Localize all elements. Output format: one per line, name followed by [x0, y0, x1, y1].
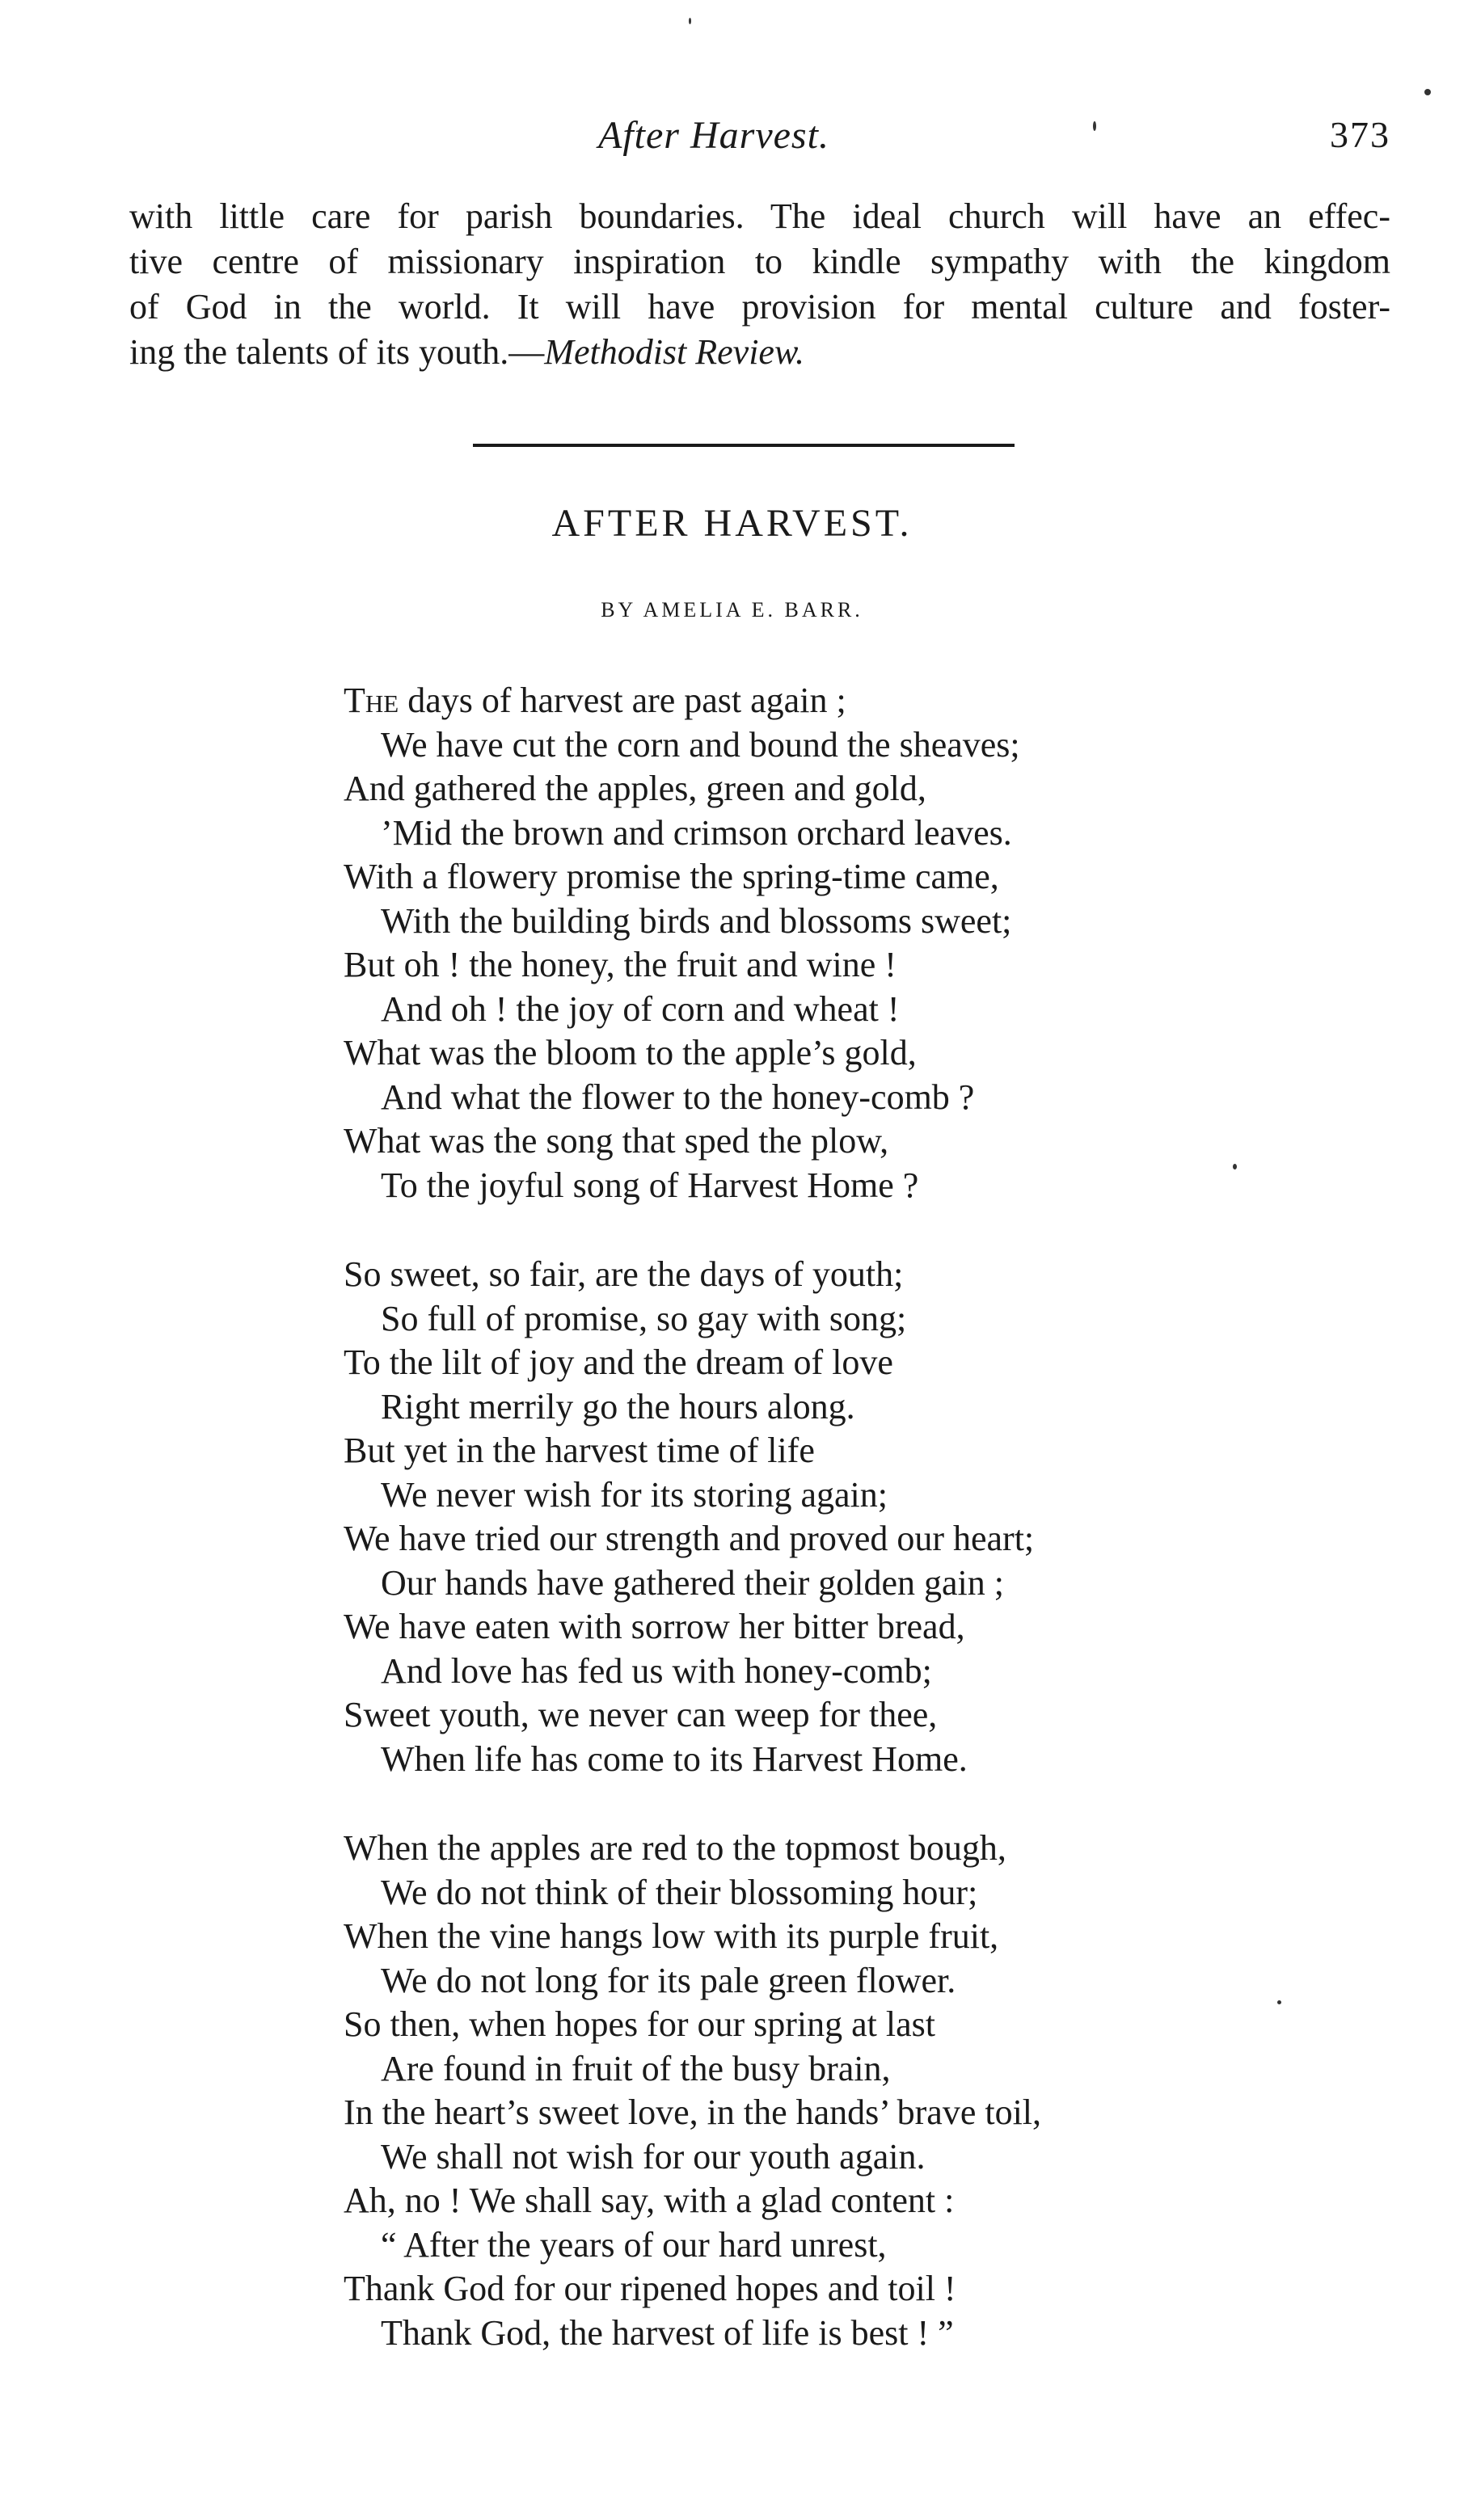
scan-speck: [1277, 2000, 1281, 2004]
page-number: 373: [1330, 114, 1390, 155]
verse-line: We shall not wish for our youth again.: [381, 2136, 926, 2177]
verse-line: We never wish for its storing again;: [381, 1474, 888, 1515]
verse-line: When the vine hangs low with its purple fruit,: [344, 1916, 999, 1956]
poem-title: AFTER HARVEST.: [551, 502, 913, 545]
verse-line: And what the flower to the honey-comb ?: [381, 1077, 975, 1117]
verse-line: To the lilt of joy and the dream of love: [344, 1342, 893, 1382]
verse-line: Thank God for our ripened hopes and toil !: [344, 2269, 956, 2308]
verse-line: We have eaten with sorrow her bitter bread,: [344, 1607, 965, 1646]
verse-line: With a flowery promise the spring-time came,: [344, 857, 999, 896]
poem-byline: BY AMELIA E. BARR.: [601, 598, 863, 622]
scan-speck: [1424, 89, 1431, 95]
verse-line: We do not think of their blossoming hour;: [381, 1872, 978, 1912]
verse-line: We have tried our strength and proved our heart;: [344, 1519, 1035, 1558]
running-title: After Harvest.: [598, 114, 829, 157]
verse-line: Our hands have gathered their golden gain ;: [381, 1562, 1004, 1603]
scan-speck: [689, 18, 691, 24]
verse-line: And oh ! the joy of corn and wheat !: [381, 988, 900, 1029]
prose-line: tive centre of missionary inspiration to kindle sympathy with the kingdom: [129, 242, 1390, 281]
verse-line: Ah, no ! We shall say, with a glad content :: [344, 2181, 955, 2220]
verse-line: So sweet, so fair, are the days of youth;: [344, 1254, 904, 1294]
verse-line: We have cut the corn and bound the sheaves;: [381, 724, 1020, 765]
running-head: [129, 113, 1390, 162]
verse-line: But yet in the harvest time of life: [344, 1431, 815, 1470]
verse-line: And gathered the apples, green and gold,: [344, 769, 926, 808]
verse-line: Right merrily go the hours along.: [381, 1386, 855, 1426]
prose-line: with little care for parish boundaries. The ideal church will have an effec-: [129, 196, 1390, 236]
prose-line: of God in the world. It will have provision for mental culture and foster-: [129, 287, 1390, 327]
verse-line: So then, when hopes for our spring at last: [344, 2004, 935, 2044]
source-citation: Methodist Review.: [544, 332, 805, 372]
verse-line: With the building birds and blossoms sweet;: [381, 900, 1012, 941]
scan-speck: [1093, 121, 1096, 131]
verse-line: ’Mid the brown and crimson orchard leaves.: [381, 812, 1012, 853]
verse-line: When life has come to its Harvest Home.: [381, 1738, 968, 1779]
scan-speck: [1233, 1164, 1237, 1169]
stanza-1: [344, 679, 1314, 1207]
verse-line-text: days of harvest are past again ;: [399, 681, 846, 720]
verse-line: In the heart’s sweet love, in the hands’ brave toil,: [344, 2092, 1042, 2132]
verse-line: When the apples are red to the topmost bough,: [344, 1828, 1006, 1868]
verse-line: What was the song that sped the plow,: [344, 1121, 889, 1161]
verse-line: We do not long for its pale green flower.: [381, 1960, 956, 2000]
section-divider: [473, 444, 1015, 447]
prose-line-last: [129, 330, 1390, 375]
verse-line: Thank God, the harvest of life is best ! ”: [381, 2312, 954, 2353]
verse-line: [344, 679, 1314, 723]
verse-line: Sweet youth, we never can weep for thee,: [344, 1695, 938, 1734]
stanza-2: [344, 1253, 1314, 1781]
verse-line: Are found in fruit of the busy brain,: [381, 2048, 891, 2088]
prose-line-text: ing the talents of its youth.—: [129, 332, 545, 372]
poem-body: [344, 679, 1314, 2400]
verse-line: So full of promise, so gay with song;: [381, 1298, 907, 1338]
preceding-article-ending: [129, 194, 1390, 375]
verse-line: “ After the years of our hard unrest,: [381, 2224, 887, 2265]
drop-word: The: [344, 681, 399, 720]
verse-line: To the joyful song of Harvest Home ?: [381, 1165, 919, 1205]
stanza-3: [344, 1827, 1314, 2355]
verse-line: What was the bloom to the apple’s gold,: [344, 1033, 917, 1072]
verse-line: But oh ! the honey, the fruit and wine !: [344, 945, 897, 984]
verse-line: And love has fed us with honey-comb;: [381, 1650, 932, 1691]
